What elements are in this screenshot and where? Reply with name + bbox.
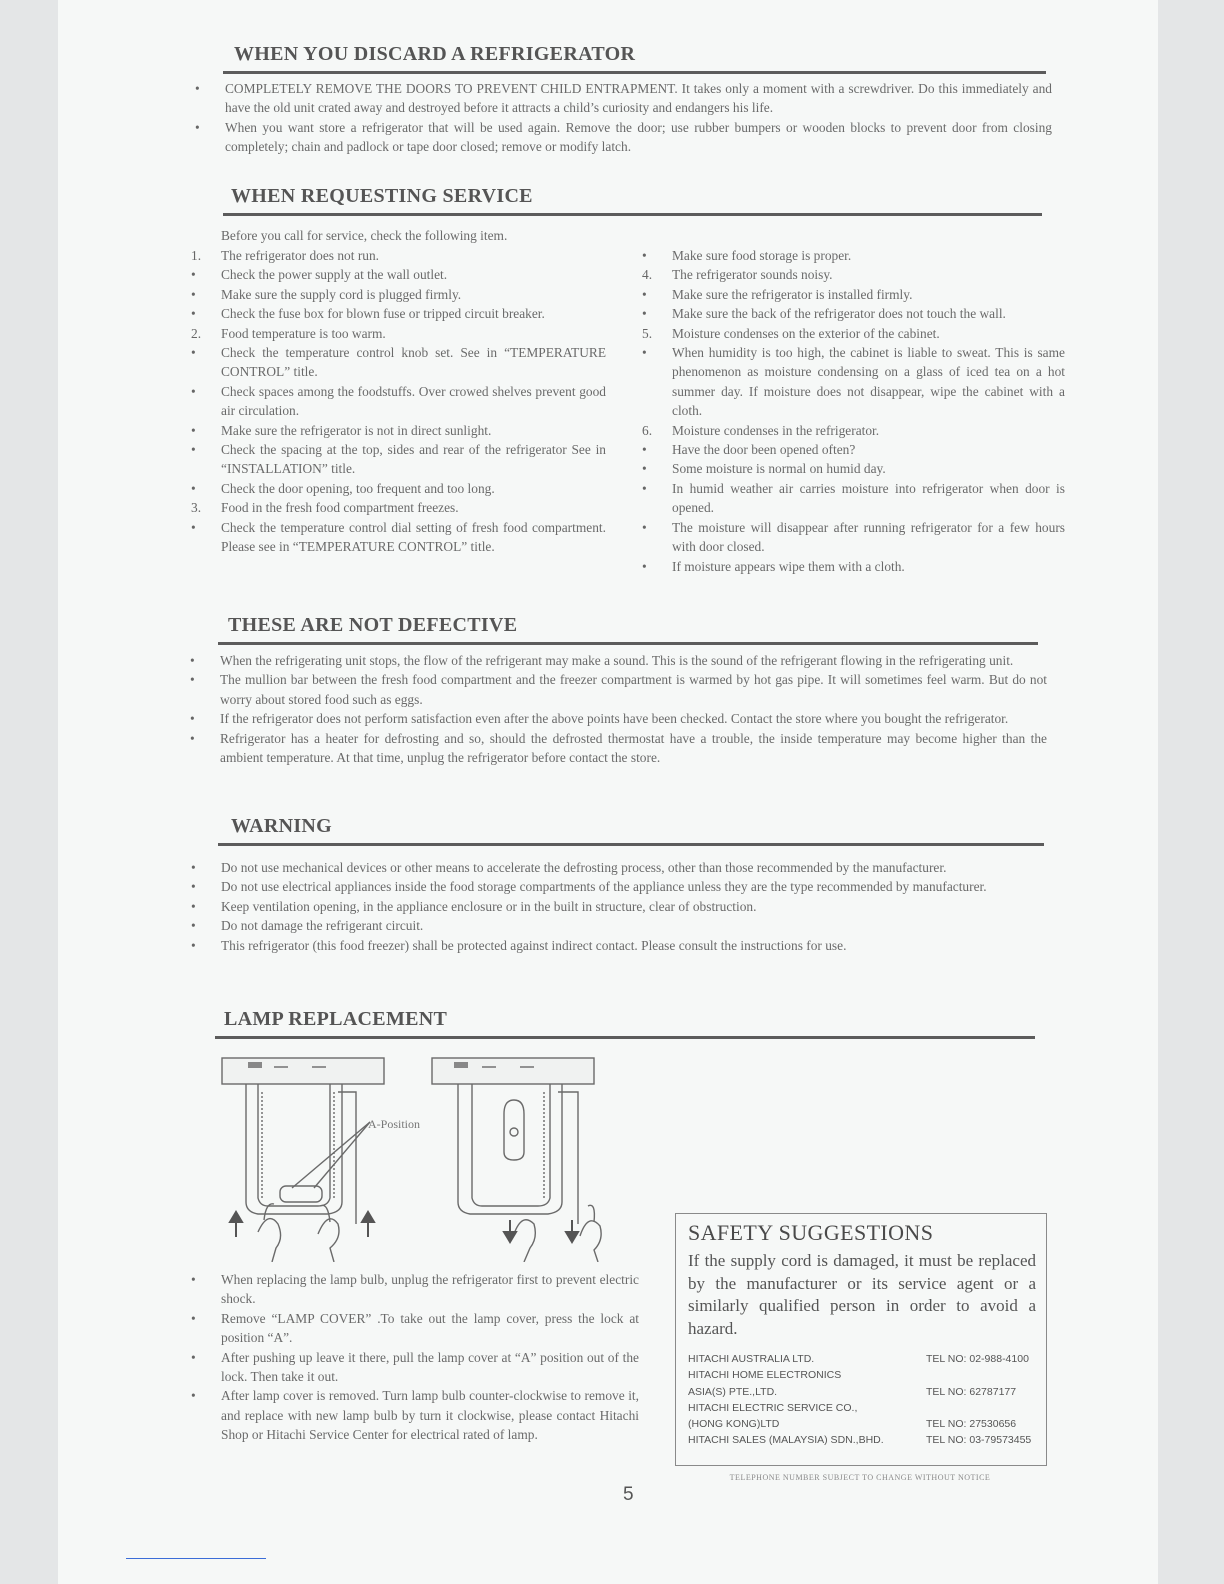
not-defective-rule xyxy=(218,642,1038,645)
contact-row: HITACHI AUSTRALIA LTD. TEL NO: 02-988-4100 xyxy=(688,1353,1029,1365)
service-left-list xyxy=(191,246,606,557)
link-underline xyxy=(126,1558,266,1559)
lamp-title: LAMP REPLACEMENT xyxy=(224,1008,448,1030)
safety-suggestions-box xyxy=(675,1213,1047,1466)
discard-rule xyxy=(223,71,1046,74)
list-item: • After pushing up leave it there, pull the lamp cover at “A” position out of the lock. Then take it out. xyxy=(191,1349,639,1385)
not-defective-title: THESE ARE NOT DEFECTIVE xyxy=(228,614,518,636)
service-intro: Before you call for service, check the following item. xyxy=(221,228,508,243)
list-item: • After lamp cover is removed. Turn lamp bulb counter-clockwise to remove it, and replace with new lamp bulb by turn it clockwise, please contact Hitachi Shop or Hitachi Service Center for electrical rated of lamp. xyxy=(191,1388,639,1443)
contact-row: HITACHI SALES (MALAYSIA) SDN.,BHD. TEL NO: 03-79573455 xyxy=(688,1434,1032,1447)
list-item: • COMPLETELY REMOVE THE DOORS TO PREVENT CHILD ENTRAPMENT. It takes only a moment with a screwdriver. Do this immediately and have the old unit crated away and destroyed before it attracts a child’s curiosity and endangers his life. xyxy=(195,81,1052,116)
list-item: • If moisture appears wipe them with a cloth. xyxy=(642,558,905,574)
not-defective-list xyxy=(190,651,1047,767)
list-item: 5. Moisture condenses on the exterior of the cabinet. xyxy=(642,325,940,341)
discard-list xyxy=(195,79,1052,157)
list-item: • Check spaces among the foodstuffs. Over crowed shelves prevent good air circulation. xyxy=(191,383,606,419)
list-item: • This refrigerator (this food freezer) shall be protected against indirect contact. Please consult the instructions for use. xyxy=(191,937,847,953)
list-item: • Check the door opening, too frequent and too long. xyxy=(191,480,495,496)
contact-row: (HONG KONG)LTD TEL NO: 27530656 xyxy=(688,1418,1017,1431)
list-item: • Check the temperature control knob set. See in “TEMPERATURE CONTROL” title. xyxy=(191,345,606,380)
service-title: WHEN REQUESTING SERVICE xyxy=(231,185,533,207)
list-item: • The moisture will disappear after running refrigerator for a few hours with door closed. xyxy=(642,519,1065,555)
list-item: • When you want store a refrigerator that will be used again. Remove the door; use rubber bumpers or wooden blocks to prevent door from closing completely; chain and padlock or tape door closed; remove or modify latch. xyxy=(195,119,1052,155)
list-item: 3. Food in the fresh food compartment freezes. xyxy=(191,500,459,516)
list-item: • In humid weather air carries moisture into refrigerator when door is opened. xyxy=(642,480,1065,516)
a-position-label: A-Position xyxy=(368,1117,421,1131)
list-item: • When humidity is too high, the cabinet is liable to sweat. This is same phenomenon as moisture condensing on a glass of iced tea on a hot summer day. If moisture does not disappear, wipe the cabinet with a cloth. xyxy=(642,345,1065,419)
list-item: • Check the fuse box for blown fuse or tripped circuit breaker. xyxy=(191,306,545,322)
lamp-replacement-illustration xyxy=(218,1052,638,1262)
list-item: • Make sure the supply cord is plugged firmly. xyxy=(191,286,462,302)
warning-title: WARNING xyxy=(231,815,332,837)
list-item: 2. Food temperature is too warm. xyxy=(191,325,386,341)
list-item: • Make sure food storage is proper. xyxy=(642,248,852,263)
list-item: • Keep ventilation opening, in the appliance enclosure or in the built in structure, clear of obstruction. xyxy=(191,898,757,914)
safety-title: SAFETY SUGGESTIONS xyxy=(688,1220,934,1245)
lamp-list xyxy=(191,1270,639,1445)
list-item: • Make sure the refrigerator is not in direct sunlight. xyxy=(191,422,492,438)
warning-list xyxy=(191,858,1047,955)
service-contacts xyxy=(688,1351,1038,1449)
list-item: • Do not use electrical appliances inside the food storage compartments of the appliance unless they are the type recommended by manufacturer. xyxy=(191,879,987,895)
list-item: • When replacing the lamp bulb, unplug the refrigerator first to prevent electric shock. xyxy=(191,1272,639,1307)
telephone-footnote: TELEPHONE NUMBER SUBJECT TO CHANGE WITHOUT NOTICE xyxy=(729,1473,991,1482)
list-item: • Have the door been opened often? xyxy=(642,442,856,458)
discard-title: WHEN YOU DISCARD A REFRIGERATOR xyxy=(234,43,636,65)
list-item: • Do not damage the refrigerant circuit. xyxy=(191,918,424,934)
service-rule xyxy=(223,213,1042,216)
contact-row: HITACHI ELECTRIC SERVICE CO., xyxy=(688,1401,858,1414)
page-number: 5 xyxy=(623,1484,634,1505)
list-item: • Check the temperature control dial setting of fresh food compartment. Please see in “TEMPERATURE CONTROL” title. xyxy=(191,519,606,555)
list-item: • Make sure the refrigerator is installed firmly. xyxy=(642,286,913,302)
list-item: • The mullion bar between the fresh food compartment and the freezer compartment is warmed by hot gas pipe. It will sometimes feel warm. But do not worry about stored food such as eggs. xyxy=(190,672,1047,707)
list-item: • Check the spacing at the top, sides and rear of the refrigerator See in “INSTALLATION” title. xyxy=(191,442,606,477)
lamp-rule xyxy=(215,1036,1035,1039)
manual-page xyxy=(58,0,1158,1584)
list-item: • Make sure the back of the refrigerator does not touch the wall. xyxy=(642,306,1006,322)
list-item: • Refrigerator has a heater for defrosting and so, should the defrosted thermostat have a trouble, the inside temperature may become higher than the ambient temperature. At that time, unplug the refrigerator before contact the store. xyxy=(190,730,1047,766)
list-item: 1. The refrigerator does not run. xyxy=(191,248,380,263)
list-item: • Do not use mechanical devices or other means to accelerate the defrosting process, other than those recommended by the manufacturer. xyxy=(191,860,947,875)
list-item: • Remove “LAMP COVER” .To take out the lamp cover, press the lock at position “A”. xyxy=(191,1310,639,1346)
list-item: 4. The refrigerator sounds noisy. xyxy=(642,267,833,283)
list-item: • Check the power supply at the wall outlet. xyxy=(191,267,448,283)
list-item: 6. Moisture condenses in the refrigerator. xyxy=(642,422,880,438)
list-item: • Some moisture is normal on humid day. xyxy=(642,461,886,477)
safety-text: If the supply cord is damaged, it must be replaced by the manufacturer or its service agent or a similarly qualified person in order to avoid a hazard. xyxy=(688,1251,1036,1338)
contact-row: ASIA(S) PTE.,LTD. TEL NO: 62787177 xyxy=(688,1385,1017,1398)
warning-rule xyxy=(218,843,1044,846)
service-right-list xyxy=(642,246,1065,576)
list-item: • If the refrigerator does not perform satisfaction even after the above points have been checked. Contact the store where you bought the refrigerator. xyxy=(190,711,1009,727)
list-item: • When the refrigerating unit stops, the flow of the refrigerant may make a sound. This is the sound of the refrigerant flowing in the refrigerating unit. xyxy=(190,653,1014,668)
contact-row: HITACHI HOME ELECTRONICS xyxy=(688,1369,842,1382)
